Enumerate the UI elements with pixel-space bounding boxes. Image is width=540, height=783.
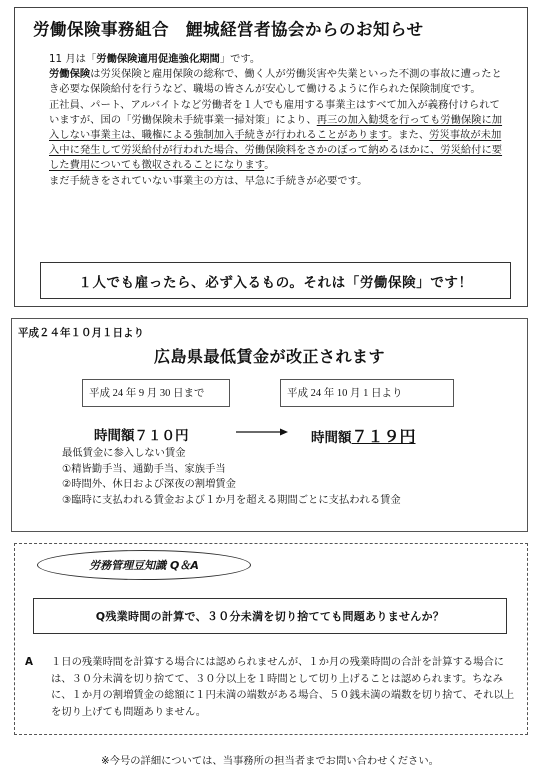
- text: 」です。: [219, 53, 261, 65]
- new-wage-prefix: 時間額: [311, 430, 352, 446]
- minimum-wage-section: [11, 318, 528, 532]
- to-date-box: 平成 24 年 10 月 1 日より: [280, 379, 454, 407]
- answer-mark: A: [25, 656, 33, 668]
- new-wage: [311, 424, 416, 447]
- excluded-wages-heading: 最低賃金に参入しない賃金: [62, 447, 186, 459]
- text: 11 月は「: [49, 53, 97, 65]
- old-wage: 時間額７１０円: [94, 428, 189, 444]
- text: は労災保険と雇用保険の総称で、働く人が労働災害や失業といった不測の事故に遭ったとき必要な保険給付を行うなど、職場の皆さんが安心して働けるように作られた保険制度です。: [49, 68, 502, 96]
- minimum-wage-title: 広島県最低賃金が改正されます: [153, 347, 385, 366]
- notice-paragraph-3: [49, 98, 509, 174]
- qa-section: [14, 543, 528, 735]
- slogan-box: １人でも雇ったら、必ず入るもの。それは「労働保険」です！: [40, 262, 511, 299]
- excluded-wage-item: ③臨時に支払われる賃金および１か月を超える期間ごとに支払われる賃金: [62, 493, 401, 506]
- period-name: 労働保険適用促進強化期間: [96, 53, 220, 65]
- underlined-text: 労災事故が未加入中に発生して労災給付が行われた場合、労働保険料をさかのぼって納めるほかに、労災給付に要した費用についても徴収されることになります: [49, 129, 503, 172]
- answer-text: １日の残業時間を計算する場合には認められませんが、１か月の残業時間の合計を計算する場合には、３０分未満を切り捨てて、３０分以上を１時間として切り上げることは認められます。ちなみに、１か月の割増賃金の総額に１円未満の端数がある場合、５０銭未満の端数を切り捨て、それ以上を切り上げても問題ありません。: [51, 656, 515, 718]
- qa-title-oval: 労務管理豆知識 Q＆A: [37, 550, 251, 580]
- footer-note: ※今号の詳細については、当事務所の担当者までお問い合わせください。: [101, 755, 439, 767]
- keyword: 労働保険: [49, 68, 91, 81]
- text: 。また、: [387, 129, 430, 142]
- notice-section: [14, 7, 528, 307]
- excluded-wages-list: [62, 446, 401, 508]
- text: 正社員、パート、アルバイトなど労働者を１人でも雇用する事業主はすべて加入が義務付けられていますが、国の「労働保険未手続事業一掃対策」により、: [49, 98, 500, 126]
- notice-paragraph-1: [49, 52, 509, 67]
- new-wage-amount: ７１９円: [351, 427, 416, 446]
- excluded-wage-item: ②時間外、休日および深夜の割増賃金: [62, 478, 236, 491]
- text: 。: [264, 159, 275, 172]
- notice-paragraph-4: まだ手続きをされていない事業主の方は、早急に手続きが必要です。: [49, 174, 368, 187]
- question-box: Q残業時間の計算で、３０分未満を切り捨てても問題ありませんか？: [33, 598, 507, 634]
- from-date-box: 平成 24 年 9 月 30 日まで: [82, 379, 230, 407]
- answer-block: [25, 654, 515, 720]
- notice-title: 労働保険事務組合 鯉城経営者協会からのお知らせ: [33, 20, 424, 39]
- effective-date: 平成２４年１０月１日より: [18, 327, 144, 339]
- excluded-wage-item: ①精皆勤手当、通勤手当、家族手当: [62, 462, 226, 475]
- notice-body: [49, 52, 509, 189]
- notice-paragraph-2: [49, 67, 509, 97]
- right-arrow-icon: [236, 427, 288, 437]
- underlined-text: 再三の加入勧奨を行っても労働保険に加入しない事業主は、職権による強制加入手続きが行われることがあります: [49, 113, 503, 142]
